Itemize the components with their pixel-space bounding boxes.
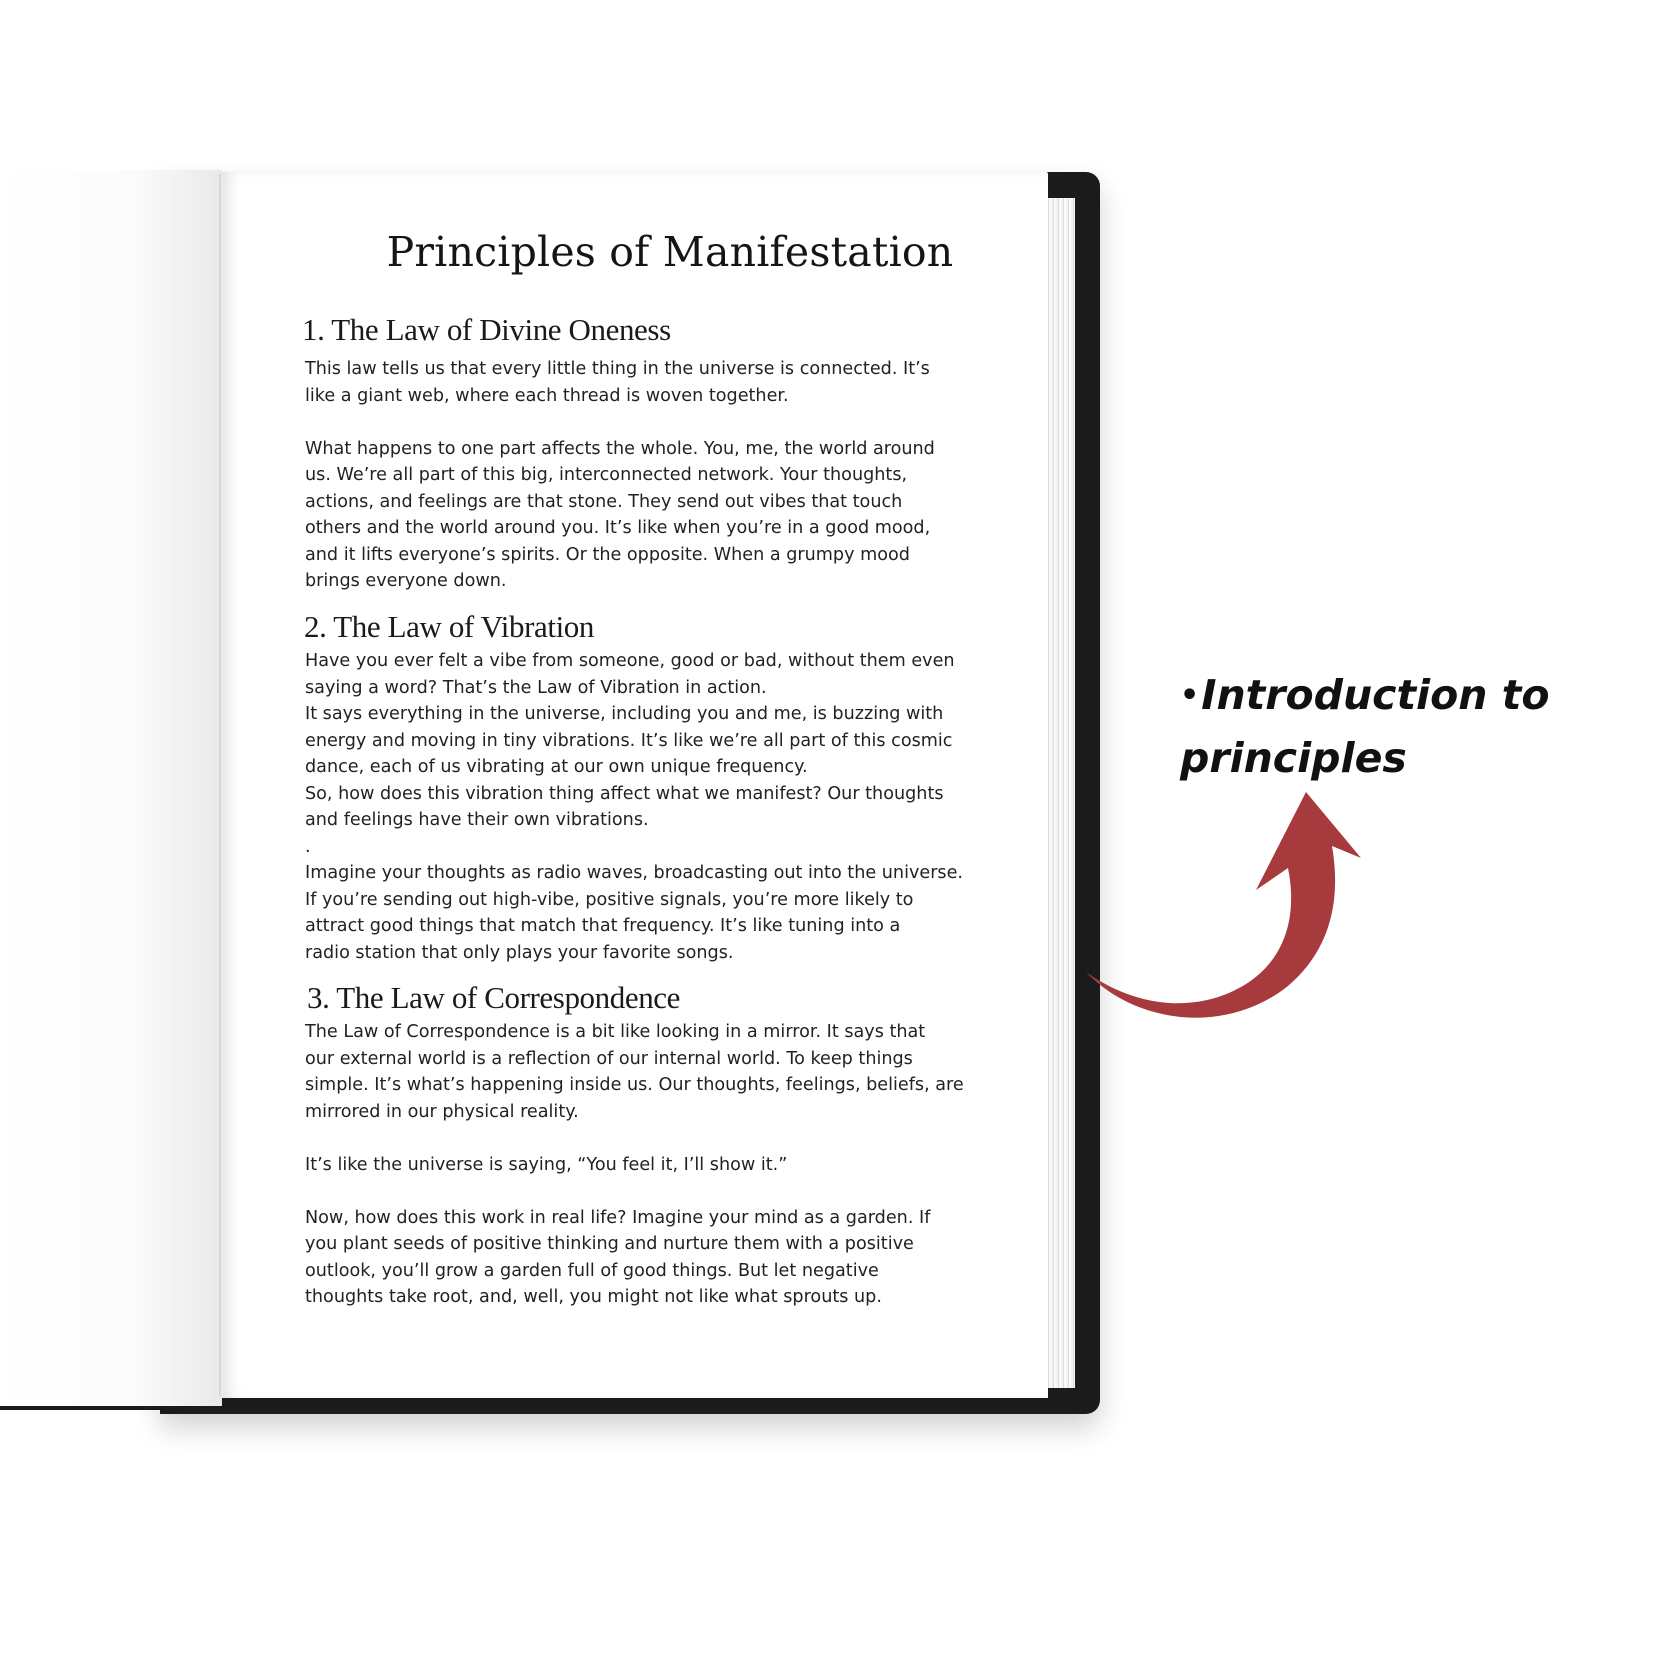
callout-label [1180, 664, 1620, 789]
section-body-correspondence: The Law of Correspondence is a bit like looking in a mirror. It says that our external world is a reflection of our internal world. To keep things simple. It’s what’s happening inside us. Our thoughts, feelings, beliefs, are mirrored in our physical reality. It’s like the universe is saying, “You feel it, I’ll show it.” Now, how does this work in real life? Imagine your mind as a garden. If you plant seeds of positive thinking and nurture them with a positive outlook, you’ll grow a garden full of good things. But let negative thoughts take root, and, well, you might not like what sprouts up. [305, 1022, 964, 1307]
section-heading-divine-oneness: 1. The Law of Divine Oneness [302, 312, 671, 347]
section-body-divine-oneness: This law tells us that every little thing in the universe is connected. It’s like a giant web, where each thread is woven together. What happens to one part affects the whole. You, me, the world around us. We’re all part of this big, interconnected network. Your thoughts, actions, and feelings are that stone. They send out vibes that touch others and the world around you. It’s like when you’re in a good mood, and it lifts everyone’s spirits. Or the opposite. When a grumpy mood brings everyone down. [305, 359, 935, 591]
curved-arrow-icon [1080, 780, 1380, 1040]
callout-text: Introduction to principles [1180, 671, 1550, 782]
section-heading-correspondence: 3. The Law of Correspondence [307, 980, 681, 1015]
callout-bullet: • [1180, 678, 1200, 713]
book-spine [219, 174, 223, 1396]
page-title: Principles of Manifestation [386, 228, 954, 276]
left-page [0, 170, 222, 1410]
section-heading-vibration: 2. The Law of Vibration [304, 609, 594, 644]
section-body-vibration: Have you ever felt a vibe from someone, good or bad, without them even saying a word? That’s the Law of Vibration in action. It says everything in the universe, including you and me, is buzzing with energy and moving in tiny vibrations. It’s like we’re all part of this cosmic dance, each of us vibrating at our own unique frequency. So, how does this vibration thing affect what we manifest? Our thoughts and feelings have their own vibrations. . Imagine your thoughts as radio waves, broadcasting out into the universe. If you’re sending out high-vibe, positive signals, you’re more likely to attract good things that match that frequency. It’s like tuning into a radio station that only plays your favorite songs. [305, 651, 964, 963]
curved-arrow-shape [1086, 792, 1361, 1018]
